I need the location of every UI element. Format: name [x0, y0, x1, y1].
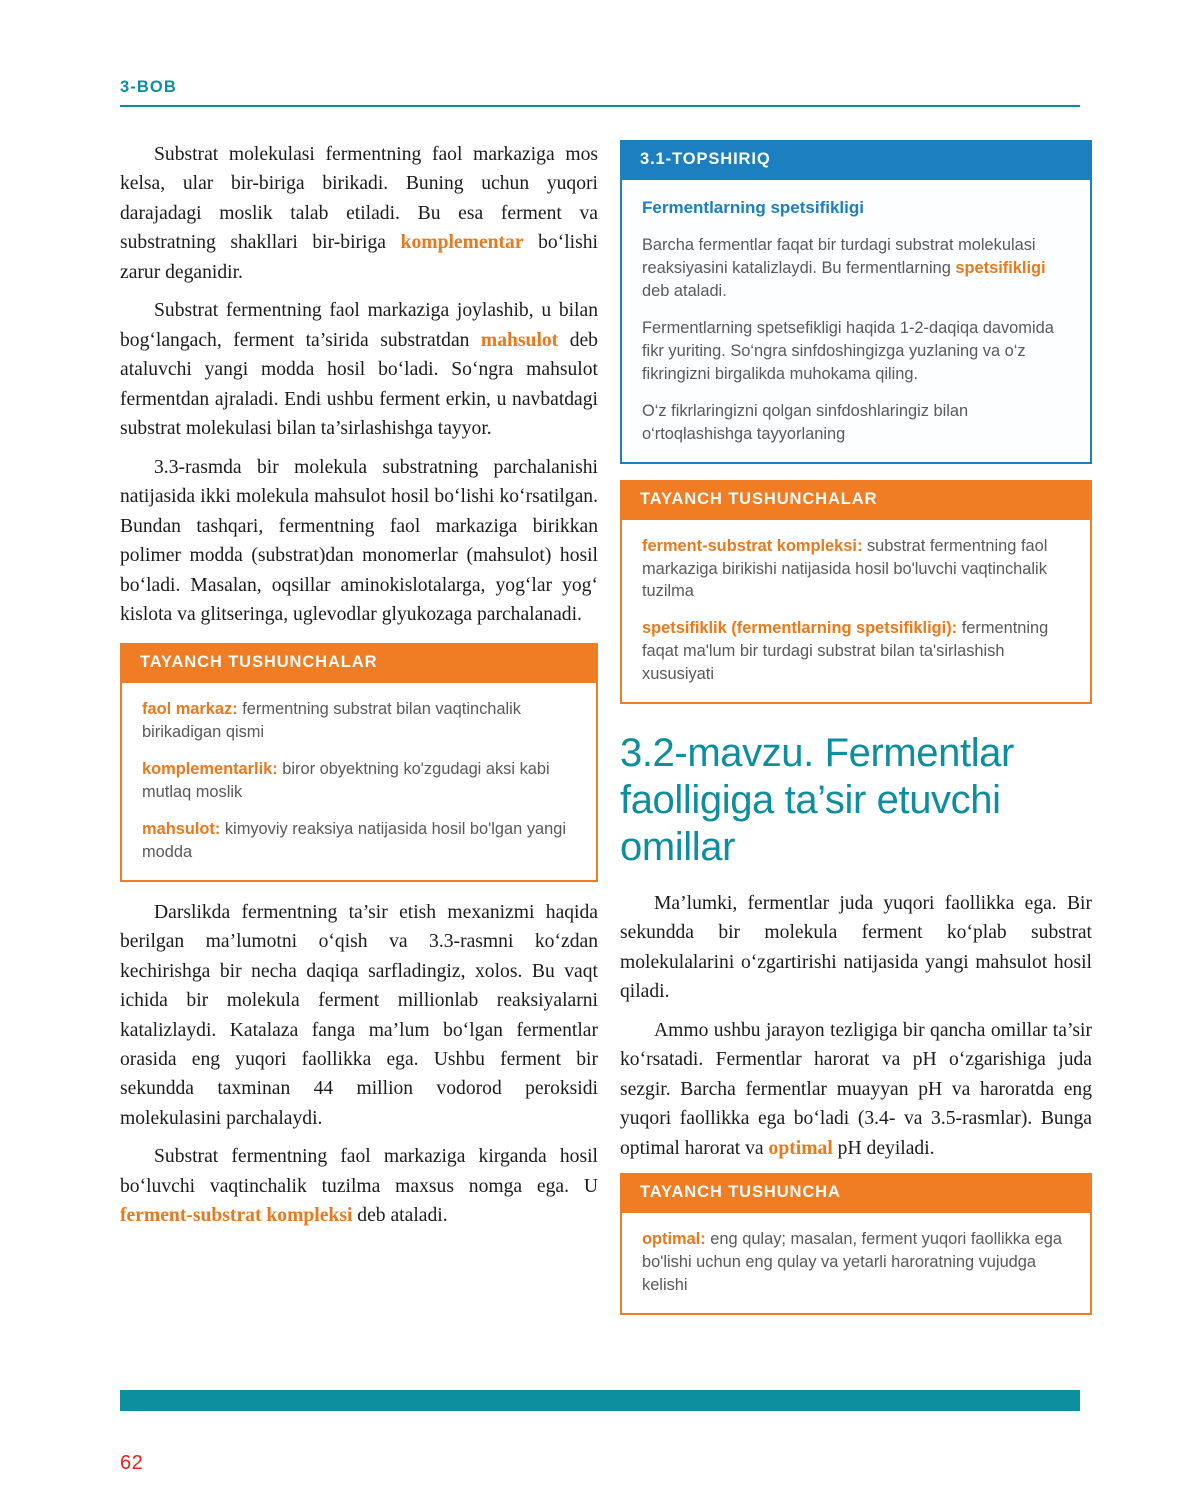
text-run: Barcha fermentlar faqat bir turdagi substrat molekulasi reaksiyasini katalizlaydi. Bu fermentlarning [642, 235, 1036, 277]
highlighted-term: optimal [768, 1137, 833, 1159]
highlighted-term: ferment-substrat kompleksi [120, 1205, 353, 1227]
text-run: deb ataladi. [352, 1205, 448, 1227]
glossary-entry [142, 698, 576, 744]
glossary-term: spetsifiklik (fermentlarning spetsifikligi): [642, 619, 958, 638]
paragraph-4 [120, 898, 598, 1134]
highlighted-term: komplementar [400, 232, 524, 254]
paragraph-2 [120, 296, 598, 443]
text-run: Ma’lumki, fermentlar juda yuqori faollikka ega. Bir sekundda bir molekula ferment ko‘plab substrat molekulalarini o‘zgartirishi natijasida yangi mahsulot hosil qiladi. [620, 892, 1092, 1003]
paragraph-5 [120, 1142, 598, 1230]
glossary-term: ferment-substrat kompleksi: [642, 536, 863, 555]
box-body [620, 1213, 1092, 1315]
paragraph-1 [120, 140, 598, 287]
box-header: TAYANCH TUSHUNCHALAR [120, 643, 598, 683]
box-body [620, 520, 1092, 705]
glossary-term: optimal: [642, 1230, 706, 1249]
key-concepts-box-right [620, 480, 1092, 705]
task-paragraph-3: O‘z fikrlaringizni qolgan sinfdoshlaringiz bilan o‘rtoqlashishga tayyorlaning [642, 401, 969, 443]
glossary-definition: biror obyektning ko'zgudagi aksi kabi mutlaq moslik [142, 759, 550, 801]
text-run: Substrat fermentning faol markaziga kirganda hosil bo‘luvchi vaqtinchalik tuzilma maxsus nomga ega. U [120, 1146, 598, 1197]
text-run: deb ataluvchi yangi modda hosil bo‘ladi. So‘ngra mahsulot fermentdan ajraladi. Endi ushbu ferment erkin, u navbatdagi substrat molekulasi bilan ta’sirlashishga tayyor. [120, 329, 598, 440]
text-run: pH deyiladi. [832, 1137, 935, 1159]
box-header: TAYANCH TUSHUNCHA [620, 1173, 1092, 1213]
box-header: TAYANCH TUSHUNCHALAR [620, 480, 1092, 520]
paragraph-6 [620, 889, 1092, 1007]
glossary-entry [642, 617, 1070, 686]
chapter-label: 3-BOB [120, 78, 177, 96]
glossary-term: komplementarlik: [142, 759, 278, 778]
paragraph-3 [120, 453, 598, 630]
glossary-definition: fermentning faqat ma'lum bir turdagi substrat bilan ta'sirlashish xususiyati [642, 619, 1049, 684]
task-paragraph-1 [642, 234, 1070, 303]
glossary-entry [642, 1228, 1070, 1297]
task-box [620, 140, 1092, 464]
right-column [620, 140, 1092, 1331]
glossary-term: faol markaz: [142, 699, 238, 718]
text-run: Substrat fermentning faol markaziga joylashib, u bilan bog‘langach, ferment ta’sirida substratdan [120, 300, 598, 351]
page-number: 62 [120, 1452, 144, 1474]
glossary-entry [142, 818, 576, 864]
glossary-entry [142, 758, 576, 804]
text-run: deb ataladi. [642, 281, 727, 300]
glossary-entry [642, 535, 1070, 604]
key-concepts-box-left [120, 643, 598, 882]
glossary-definition: fermentning substrat bilan vaqtinchalik birikadigan qismi [142, 699, 522, 741]
text-run: 3.3-rasmda bir molekula substratning parchalanishi natijasida ikki molekula mahsulot hosil bo‘lishi ko‘rsatilgan. Bundan tashqari, fermentning faol markaziga birikkan polimer modda (substrat)dan monomerlar (mahsulot) hosil bo‘ladi. Masalan, oqsillar aminokislotalarga, yog‘lar yog‘ kislota va glitseringa, uglevodlar glyukozaga parchalanadi. [120, 456, 598, 626]
text-run: Substrat molekulasi fermentning faol markaziga mos kelsa, ular bir-biriga birikadi. Buning uchun yuqori darajadagi moslik talab etiladi. Bu esa ferment va substratning shakllari bir-biriga [120, 144, 598, 254]
glossary-definition: eng qulay; masalan, ferment yuqori faollikka ega bo'lishi uchun eng qulay va yetarli haroratning vujudga kelishi [642, 1230, 1062, 1295]
paragraph-7 [620, 1016, 1092, 1163]
task-paragraph-2: Fermentlarning spetsefikligi haqida 1-2-daqiqa davomida fikr yuriting. So‘ngra sinfdoshingizga yuzlaning va o‘z fikringizni birgalikda muhokama qiling. [642, 318, 1054, 383]
task-box-subtitle: Fermentlarning spetsifikligi [642, 198, 864, 217]
header-rule [120, 105, 1080, 107]
box-body [120, 683, 598, 882]
text-run: Darslikda fermentning ta’sir etish mexanizmi haqida berilgan ma’lumotni o‘qish va 3.3-rasmni ko‘zdan kechirishga bir necha daqiqa sarfladingiz, xolos. Bu vaqt ichida bir molekula ferment millionlab reaksiyalarni katalizlaydi. Katalaza fanga ma’lum bo‘lgan fermentlar orasida eng yuqori faollikka ega. Ushbu ferment bir sekundda taxminan 44 million vodorod peroksidi molekulasini parchalaydi. [120, 901, 598, 1129]
glossary-definition: substrat fermentning faol markaziga birikishi natijasida hosil bo'luvchi vaqtinchalik tuzilma [642, 536, 1048, 601]
running-head [120, 78, 1080, 107]
task-box-header: 3.1-TOPSHIRIQ [620, 140, 1092, 180]
page-title: 3.2-mavzu. Fermentlar faolligiga ta’sir etuvchi omillar [620, 731, 1014, 869]
text-run: bo‘lishi zarur deganidir. [120, 232, 598, 283]
glossary-definition: kimyoviy reaksiya natijasida hosil bo'lgan yangi modda [142, 819, 566, 861]
key-concept-box-single [620, 1173, 1092, 1315]
task-box-body [620, 180, 1092, 464]
left-column [120, 140, 598, 1240]
highlighted-term: mahsulot [480, 329, 559, 351]
footer-bar [120, 1390, 1080, 1411]
glossary-term: mahsulot: [142, 819, 221, 838]
highlighted-term: spetsifikligi [955, 258, 1046, 277]
text-run: Ammo ushbu jarayon tezligiga bir qancha omillar ta’sir ko‘rsatadi. Fermentlar harorat va pH o‘zgarishiga juda sezgir. Barcha fermentlar muayyan pH va haroratda eng yuqori faollikka ega bo‘ladi (3.4- va 3.5-rasmlar). Bunga optimal harorat va [620, 1019, 1092, 1159]
